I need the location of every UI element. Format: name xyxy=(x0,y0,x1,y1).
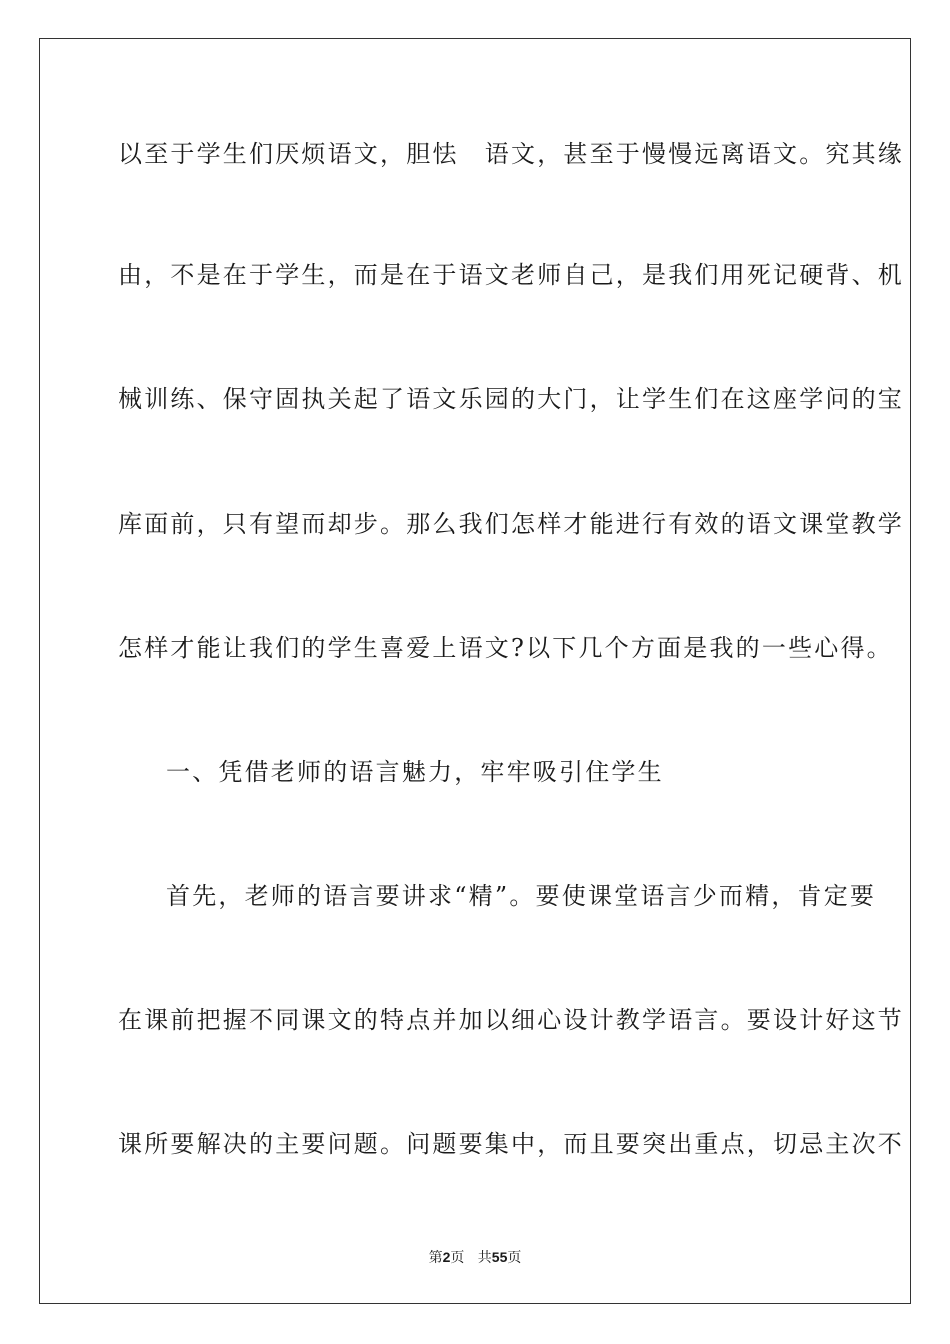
body-text-line-8: 在课前把握不同课文的特点并加以细心设计教学语言。要设计好这节 xyxy=(118,1006,904,1034)
body-text-line-1: 以至于学生们厌烦语文，胆怯 语文，甚至于慢慢远离语文。究其缘 xyxy=(118,140,904,168)
total-label-suffix: 页 xyxy=(507,1250,522,1266)
section-heading: 一、凭借老师的语言魅力，牢牢吸引住学生 xyxy=(166,758,664,786)
body-text-line-4: 库面前，只有望而却步。那么我们怎样才能进行有效的语文课堂教学 xyxy=(118,510,904,538)
body-text-line-7: 首先，老师的语言要讲求“精”。要使课堂语言少而精，肯定要 xyxy=(166,882,877,910)
body-text-line-9: 课所要解决的主要问题。问题要集中，而且要突出重点，切忌主次不 xyxy=(118,1130,904,1158)
total-page-count: 55 xyxy=(491,1249,508,1265)
page-label-prefix: 第 xyxy=(428,1250,443,1266)
body-text-line-2: 由，不是在于学生，而是在于语文老师自己，是我们用死记硬背、机 xyxy=(118,261,904,289)
total-label-prefix: 共 xyxy=(477,1250,492,1266)
current-page-number: 2 xyxy=(442,1249,451,1265)
page-label-suffix: 页 xyxy=(450,1250,465,1266)
body-text-line-3: 械训练、保守固执关起了语文乐园的大门，让学生们在这座学问的宝 xyxy=(118,385,904,413)
page-footer xyxy=(0,1248,950,1267)
page-border xyxy=(39,38,911,1304)
body-text-line-5: 怎样才能让我们的学生喜爱上语文?以下几个方面是我的一些心得。 xyxy=(118,634,893,662)
